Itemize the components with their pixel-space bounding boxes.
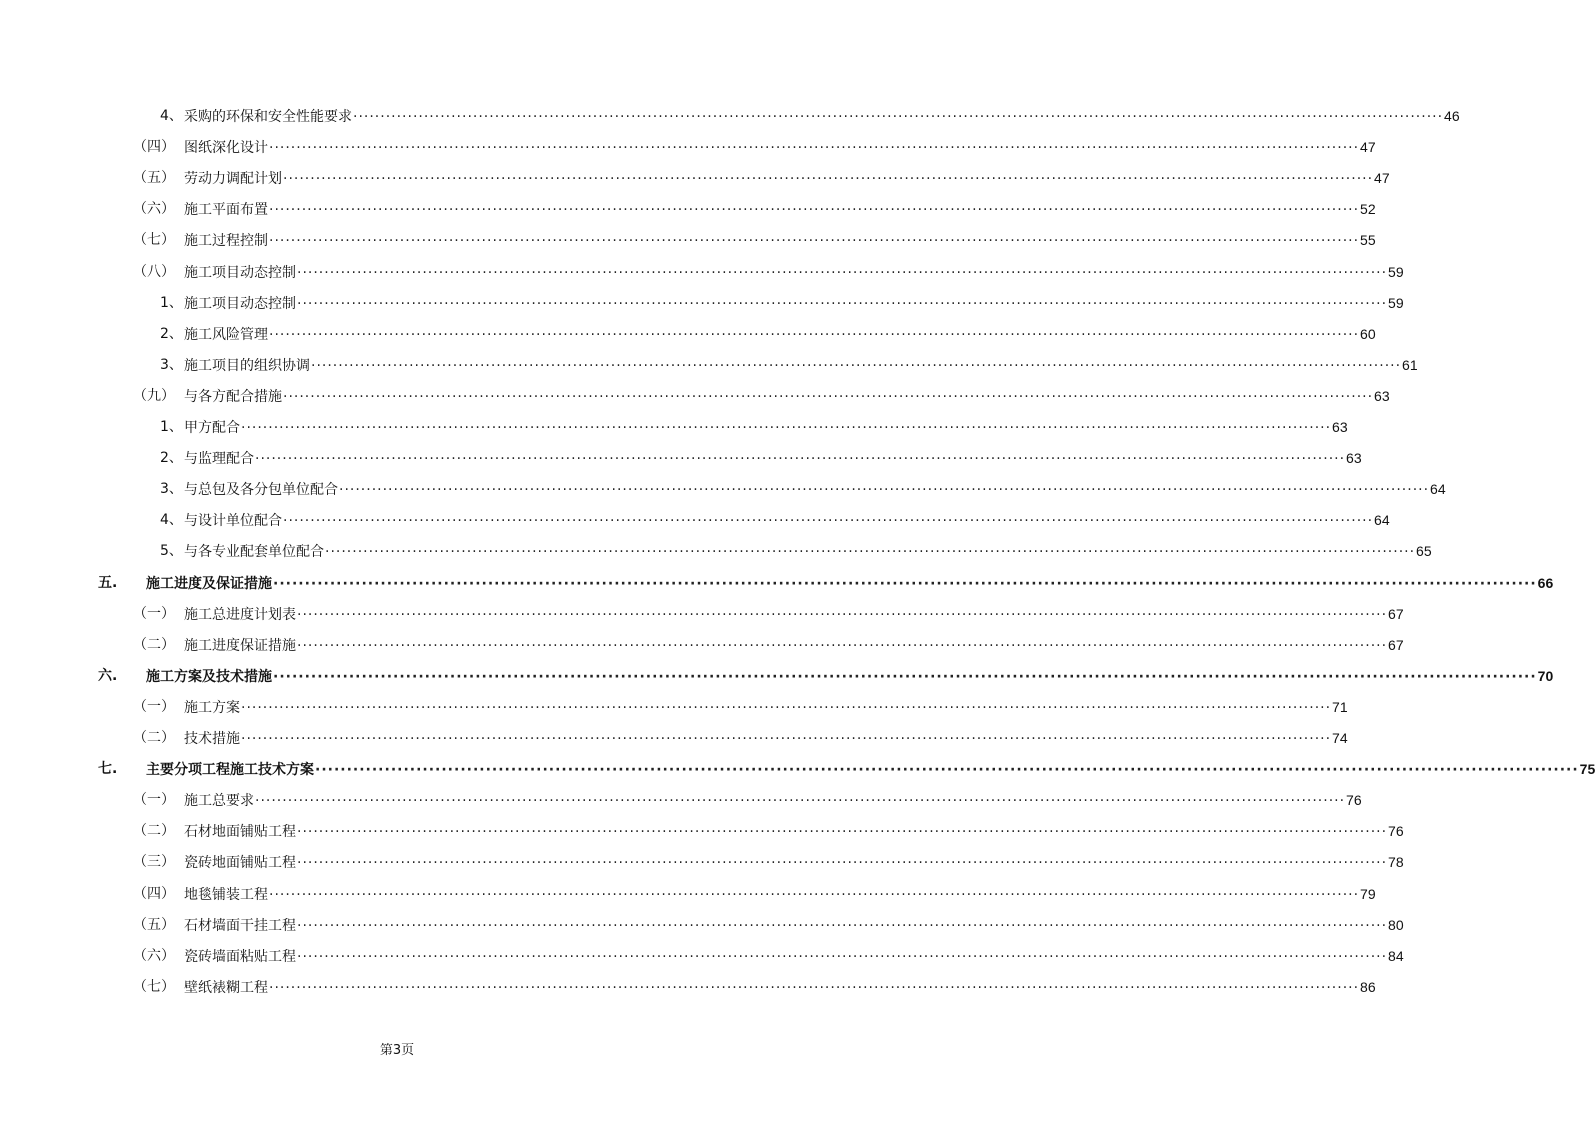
toc-dot-leader: ········································································································································································································: [269, 979, 1360, 996]
toc-entry[interactable]: [0, 568, 1554, 599]
toc-entry-title: 壁纸裱糊工程: [184, 979, 268, 996]
toc-dot-leader: ········································································································································································································: [297, 948, 1388, 965]
toc-entry-page-number: 74: [1332, 730, 1348, 746]
toc-entry[interactable]: [0, 723, 1348, 754]
toc-entry-page-number: 46: [1444, 108, 1460, 124]
toc-entry[interactable]: [0, 288, 1404, 319]
toc-entry-number: （四）: [133, 885, 175, 902]
toc-dot-leader: ········································································································································································································: [297, 264, 1388, 281]
toc-dot-leader: ········································································································································································································: [241, 699, 1332, 716]
toc-entry[interactable]: [0, 101, 1460, 132]
toc-entry[interactable]: [0, 785, 1362, 816]
toc-entry[interactable]: [0, 816, 1404, 847]
toc-entry[interactable]: [0, 847, 1404, 878]
toc-entry-title: 施工过程控制: [184, 233, 268, 250]
toc-entry[interactable]: [0, 505, 1390, 536]
toc-entry-number: （二）: [133, 823, 175, 840]
toc-entry[interactable]: [0, 536, 1432, 567]
toc-entry-title: 地毯铺装工程: [184, 886, 268, 903]
toc-entry-number: （一）: [133, 792, 175, 809]
toc-entry-number: （六）: [133, 201, 175, 218]
toc-entry-title: 施工平面布置: [184, 202, 268, 219]
toc-entry-number: 4、: [160, 512, 183, 529]
toc-dot-leader: ········································································································································································································: [297, 917, 1388, 934]
toc-dot-leader: ········································································································································································································: [255, 793, 1346, 810]
toc-entry-number: （七）: [133, 978, 175, 995]
toc-dot-leader: ········································································································································································································: [269, 886, 1360, 903]
toc-entry-page-number: 61: [1402, 356, 1418, 373]
toc-entry-title: 技术措施: [184, 731, 240, 747]
toc-entry-page-number: 47: [1374, 170, 1390, 187]
toc-entry-page-number: 47: [1360, 139, 1376, 156]
toc-entry-page-number: 55: [1360, 232, 1376, 249]
toc-entry-page-number: 80: [1388, 916, 1404, 933]
toc-entry-title: 施工项目动态控制: [184, 295, 296, 312]
toc-entry-title: 施工进度及保证措施: [146, 575, 272, 592]
toc-entry-number: （九）: [133, 387, 175, 404]
toc-dot-leader: ········································································································································································································: [283, 513, 1374, 530]
toc-dot-leader: ········································································································································································································: [297, 855, 1388, 872]
toc-entry-number: （三）: [133, 854, 175, 871]
toc-entry-number: 六.: [98, 667, 118, 684]
toc-entry-number: 5、: [160, 543, 183, 560]
toc-entry[interactable]: [0, 350, 1418, 381]
toc-entry[interactable]: [0, 972, 1376, 1003]
toc-dot-leader: ········································································································································································································: [325, 544, 1416, 561]
toc-dot-leader: ········································································································································································································: [269, 233, 1360, 250]
toc-entry-page-number: 63: [1374, 387, 1390, 404]
toc-entry-page-number: 63: [1346, 450, 1362, 467]
toc-entry-title: 与各专业配套单位配合: [184, 544, 324, 561]
toc-entry[interactable]: [0, 474, 1446, 505]
toc-entry-page-number: 64: [1374, 512, 1390, 529]
toc-dot-leader: ········································································································································································································: [297, 295, 1388, 312]
toc-dot-leader: ········································································································································································································: [269, 202, 1360, 219]
toc-entry[interactable]: [0, 910, 1404, 941]
toc-entry-title: 施工进度保证措施: [184, 637, 296, 654]
toc-entry[interactable]: [0, 443, 1362, 474]
toc-dot-leader: ········································································································································································································: [241, 731, 1332, 747]
toc-dot-leader: ········································································································································································································: [297, 637, 1388, 654]
toc-dot-leader: ········································································································································································································: [241, 420, 1332, 436]
toc-entry[interactable]: [0, 661, 1554, 692]
toc-entry-number: （五）: [133, 170, 175, 187]
toc-entry-page-number: 79: [1360, 885, 1376, 902]
toc-entry-page-number: 59: [1388, 263, 1404, 280]
toc-entry[interactable]: [0, 381, 1390, 412]
toc-entry[interactable]: [0, 163, 1390, 194]
toc-dot-leader: ········································································································································································································: [269, 326, 1360, 343]
toc-dot-leader: ········································································································································································································: [255, 451, 1346, 468]
toc-entry-number: （一）: [133, 698, 175, 715]
toc-entry[interactable]: [0, 132, 1376, 163]
toc-entry-number: 五.: [98, 574, 118, 591]
toc-entry-title: 施工总要求: [184, 793, 254, 810]
toc-entry-title: 施工总进度计划表: [184, 606, 296, 623]
toc-entry-title: 甲方配合: [184, 420, 240, 436]
toc-entry-page-number: 76: [1388, 823, 1404, 840]
page-footer: [0, 1039, 794, 1058]
toc-entry[interactable]: [0, 412, 1348, 443]
toc-entry-number: （二）: [133, 730, 175, 746]
toc-entry-title: 与各方配合措施: [184, 388, 282, 405]
toc-entry-number: 4、: [160, 108, 183, 124]
toc-entry-title: 施工方案及技术措施: [146, 668, 272, 685]
toc-entry-page-number: 70: [1537, 667, 1554, 684]
toc-entry-title: 劳动力调配计划: [184, 171, 282, 188]
toc-entry-number: 3、: [160, 356, 183, 373]
toc-entry-number: 1、: [160, 419, 183, 435]
toc-entry-page-number: 76: [1346, 792, 1362, 809]
toc-entry-title: 主要分项工程施工技术方案: [146, 762, 314, 779]
toc-entry[interactable]: [0, 630, 1404, 661]
toc-dot-leader: ········································································································································································································: [353, 109, 1444, 125]
toc-entry-number: （一）: [133, 605, 175, 622]
toc-entry-title: 瓷砖地面铺贴工程: [184, 855, 296, 872]
toc-entry-number: 1、: [160, 294, 183, 311]
toc-entry-page-number: 71: [1332, 698, 1348, 715]
toc-entry-number: （八）: [133, 263, 175, 280]
toc-entry-title: 与监理配合: [184, 451, 254, 468]
toc-dot-leader: ········································································································································································································: [315, 762, 1579, 779]
toc-entry-title: 石材墙面干挂工程: [184, 917, 296, 934]
toc-entry-number: （五）: [133, 916, 175, 933]
toc-entry-page-number: 67: [1388, 636, 1404, 653]
page-number: 第3页: [379, 1043, 415, 1058]
toc-entry-number: （四）: [133, 139, 175, 156]
toc-entry-page-number: 84: [1388, 947, 1404, 964]
toc-dot-leader: ········································································································································································································: [269, 140, 1360, 157]
toc-dot-leader: ········································································································································································································: [273, 575, 1537, 592]
toc-entry-title: 与设计单位配合: [184, 513, 282, 530]
toc-entry-number: 七.: [98, 761, 118, 778]
toc-entry-page-number: 59: [1388, 294, 1404, 311]
toc-dot-leader: ········································································································································································································: [283, 388, 1374, 405]
toc-entry[interactable]: [0, 257, 1404, 288]
toc-entry[interactable]: [0, 225, 1376, 256]
toc-entry-title: 施工风险管理: [184, 326, 268, 343]
toc-entry-page-number: 60: [1360, 325, 1376, 342]
toc-entry-title: 与总包及各分包单位配合: [184, 482, 338, 499]
toc-entry-page-number: 63: [1332, 419, 1348, 435]
toc-entry-page-number: 52: [1360, 201, 1376, 218]
toc-entry-page-number: 65: [1416, 543, 1432, 560]
toc-entry[interactable]: [0, 879, 1376, 910]
toc-dot-leader: ········································································································································································································: [297, 824, 1388, 841]
toc-entry[interactable]: [0, 194, 1376, 225]
toc-dot-leader: ········································································································································································································: [311, 357, 1402, 374]
toc-entry[interactable]: [0, 941, 1404, 972]
toc-entry-page-number: 86: [1360, 978, 1376, 995]
toc-entry-title: 施工项目的组织协调: [184, 357, 310, 374]
toc-entry-title: 施工方案: [184, 699, 240, 716]
toc-entry-number: （七）: [133, 232, 175, 249]
toc-entry-page-number: 67: [1388, 605, 1404, 622]
toc-entry-title: 采购的环保和安全性能要求: [184, 109, 352, 125]
toc-entry-page-number: 78: [1388, 854, 1404, 871]
toc-dot-leader: ········································································································································································································: [339, 482, 1430, 499]
toc-entry-title: 施工项目动态控制: [184, 264, 296, 281]
toc-entry[interactable]: [0, 319, 1376, 350]
toc-dot-leader: ········································································································································································································: [297, 606, 1388, 623]
toc-entry-page-number: 64: [1430, 481, 1446, 498]
toc-entry-title: 瓷砖墙面粘贴工程: [184, 948, 296, 965]
toc-dot-leader: ········································································································································································································: [283, 171, 1374, 188]
toc-entry-number: （六）: [133, 947, 175, 964]
toc-dot-leader: ········································································································································································································: [273, 668, 1537, 685]
toc-entry[interactable]: [0, 754, 1595, 785]
toc-entry[interactable]: [0, 599, 1404, 630]
toc-entry-page-number: 75: [1579, 761, 1595, 778]
toc-entry-page-number: 66: [1537, 574, 1554, 591]
toc-entry-number: 3、: [160, 481, 183, 498]
toc-entry-number: 2、: [160, 325, 183, 342]
toc-entry[interactable]: [0, 692, 1348, 723]
toc-entry-number: （二）: [133, 636, 175, 653]
toc-entry-title: 图纸深化设计: [184, 140, 268, 157]
toc-entry-number: 2、: [160, 450, 183, 467]
toc-entry-title: 石材地面铺贴工程: [184, 824, 296, 841]
